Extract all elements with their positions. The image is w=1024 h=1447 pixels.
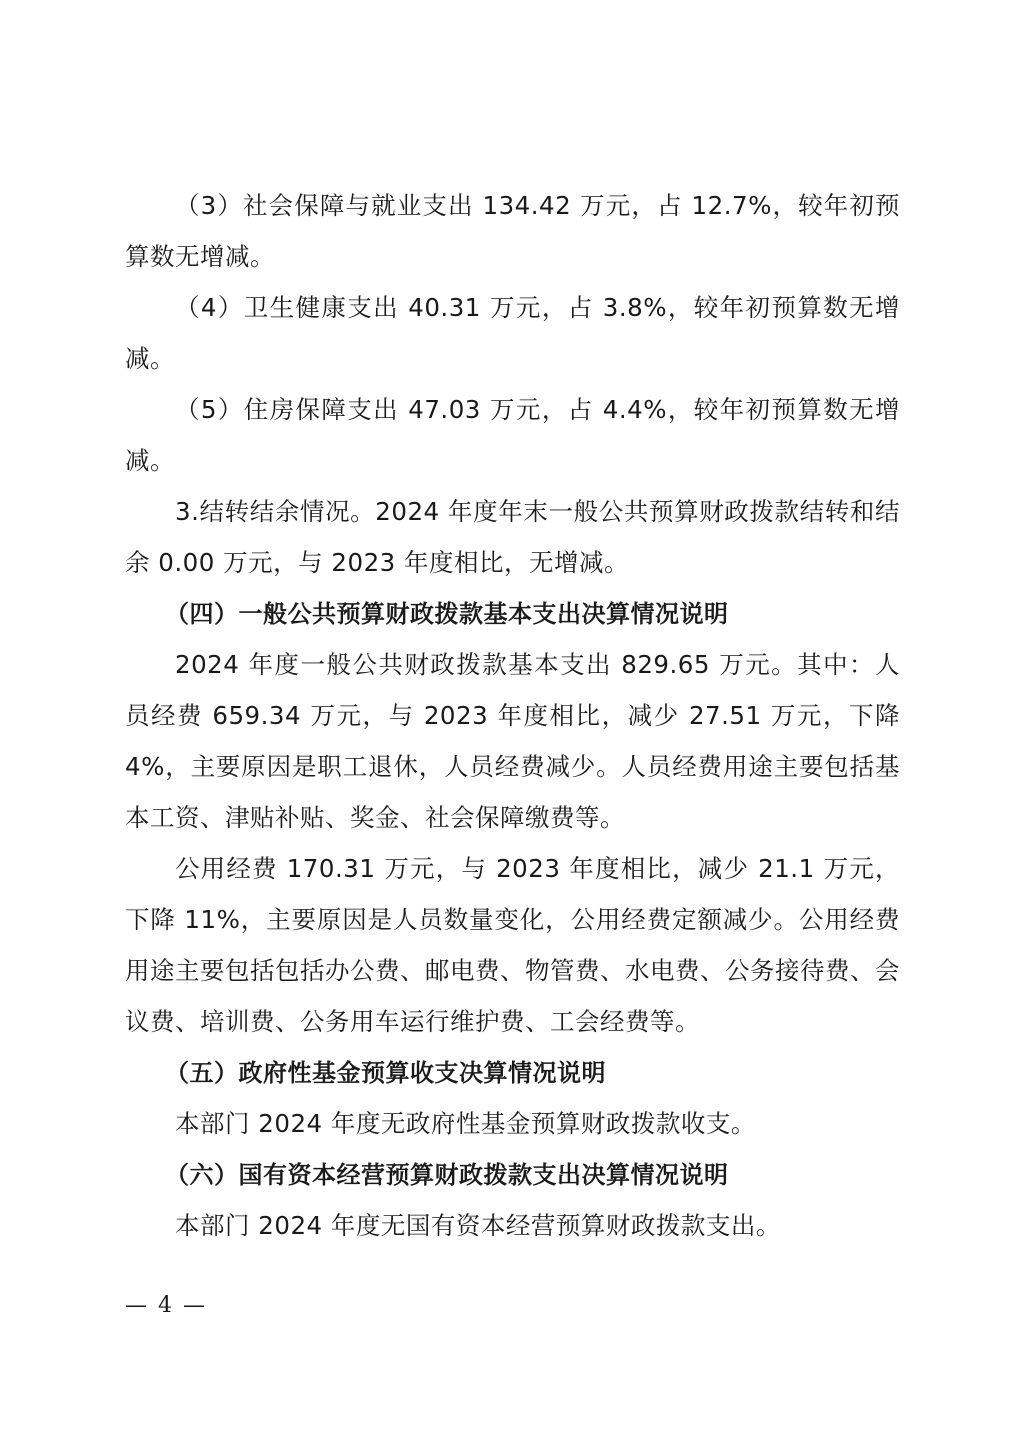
paragraph-state-capital: 本部门 2024 年度无国有资本经营预算财政拨款支出。 xyxy=(175,1211,781,1240)
paragraph-social-security: （3）社会保障与就业支出 134.42 万元，占 12.7%，较年初预算数无增减。 xyxy=(125,191,900,271)
paragraph-carryover: 3.结转结余情况。2024 年度年末一般公共预算财政拨款结转和结余 0.00 万元，与 2023 年度相比，无增减。 xyxy=(125,497,900,577)
paragraph-government-fund: 本部门 2024 年度无政府性基金预算财政拨款收支。 xyxy=(175,1109,756,1138)
section-heading-basic-expenditure: （四）一般公共预算财政拨款基本支出决算情况说明 xyxy=(165,599,729,628)
paragraph-health: （4）卫生健康支出 40.31 万元，占 3.8%，较年初预算数无增减。 xyxy=(125,293,900,373)
page-number: — 4 — xyxy=(125,1293,207,1318)
paragraph-basic-expenditure: 2024 年度一般公共财政拨款基本支出 829.65 万元。其中：人员经费 659.34 万元，与 2023 年度相比，减少 27.51 万元，下降 4%，主要原因是职工退休，人员经费减少。人员经费用途主要包括基本工资、津贴补贴、奖金、社会保障缴费等。 xyxy=(125,650,900,832)
section-heading-government-fund: （五）政府性基金预算收支决算情况说明 xyxy=(165,1058,606,1087)
section-heading-state-capital: （六）国有资本经营预算财政拨款支出决算情况说明 xyxy=(165,1160,729,1189)
paragraph-public-expenses: 公用经费 170.31 万元，与 2023 年度相比，减少 21.1 万元，下降 11%，主要原因是人员数量变化，公用经费定额减少。公用经费用途主要包括包括办公费、邮电费、物管费、水电费、公务接待费、会议费、培训费、公务用车运行维护费、工会经费等。 xyxy=(125,854,900,1036)
document-page xyxy=(125,180,900,1251)
paragraph-housing: （5）住房保障支出 47.03 万元，占 4.4%，较年初预算数无增减。 xyxy=(125,395,900,475)
